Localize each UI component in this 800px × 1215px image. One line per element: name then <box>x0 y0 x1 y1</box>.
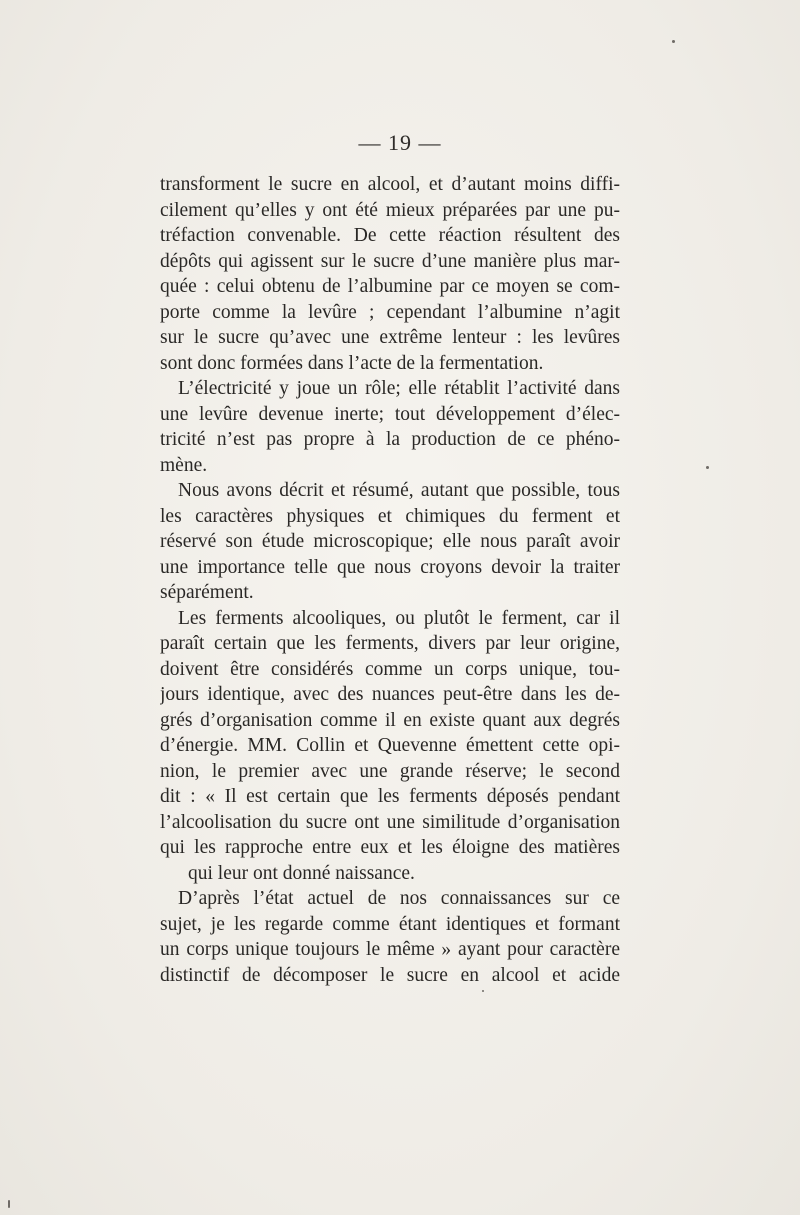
text-line: mène. <box>160 454 208 476</box>
text-line: D’après l’état actuel de nos connaissances sur ce <box>178 888 620 909</box>
text-line: les caractères physiques et chimiques du ferment et <box>160 505 620 527</box>
paper-speck <box>672 40 675 43</box>
text-line: dit : « Il est certain que les ferments déposés pendant <box>160 786 620 807</box>
paper-speck <box>8 1200 10 1208</box>
text-line: tricité n’est pas propre à la production de ce phéno- <box>160 429 620 450</box>
text-line: doivent être considérés comme un corps unique, tou- <box>160 658 620 680</box>
text-line: transforment le sucre en alcool, et d’autant moins diffi- <box>160 174 620 195</box>
paper-speck <box>706 466 709 469</box>
text-line: sur le sucre qu’avec une extrême lenteur : les levûres <box>160 327 620 348</box>
text-line: sujet, je les regarde comme étant identiques et formant <box>160 913 620 935</box>
page-number: — 19 — <box>358 130 442 155</box>
text-line: tréfaction convenable. De cette réaction résultent des <box>160 225 620 246</box>
text-line: réservé son étude microscopique; elle nous paraît avoir <box>160 531 620 552</box>
body-text <box>160 172 620 988</box>
text-line: porte comme la levûre ; cependant l’albumine n’agit <box>160 301 620 323</box>
text-line: l’alcoolisation du sucre ont une similitude d’organisation <box>160 811 620 833</box>
text-line: L’électricité y joue un rôle; elle rétablit l’activité dans <box>178 378 620 399</box>
text-line: qui leur ont donné naissance. <box>188 862 415 884</box>
text-line: Nous avons décrit et résumé, autant que possible, tous <box>178 480 620 501</box>
text-line: qui les rapproche entre eux et les éloigne des matières <box>160 837 620 858</box>
text-line: distinctif de décomposer le sucre en alcool et acide <box>160 964 620 986</box>
text-line: une importance telle que nous croyons devoir la traiter <box>160 556 620 578</box>
text-line: un corps unique toujours le même » ayant pour caractère <box>160 939 620 960</box>
text-line: dépôts qui agissent sur le sucre d’une manière plus mar- <box>160 250 620 272</box>
text-line: séparément. <box>160 582 254 603</box>
text-line: Les ferments alcooliques, ou plutôt le ferment, car il <box>178 607 620 629</box>
text-line: une levûre devenue inerte; tout développement d’élec- <box>160 403 620 425</box>
paper-speck <box>482 990 484 992</box>
text-line: sont donc formées dans l’acte de la fermentation. <box>160 352 544 374</box>
text-line: grés d’organisation comme il en existe quant aux degrés <box>160 709 620 731</box>
text-line: nion, le premier avec une grande réserve; le second <box>160 760 620 782</box>
text-line: cilement qu’elles y ont été mieux préparées par une pu- <box>160 199 620 221</box>
text-line: jours identique, avec des nuances peut-être dans les de- <box>160 684 620 705</box>
text-line: paraît certain que les ferments, divers par leur origine, <box>160 633 620 654</box>
text-line: quée : celui obtenu de l’albumine par ce moyen se com- <box>160 276 620 297</box>
text-line: d’énergie. MM. Collin et Quevenne émettent cette opi- <box>160 735 620 756</box>
